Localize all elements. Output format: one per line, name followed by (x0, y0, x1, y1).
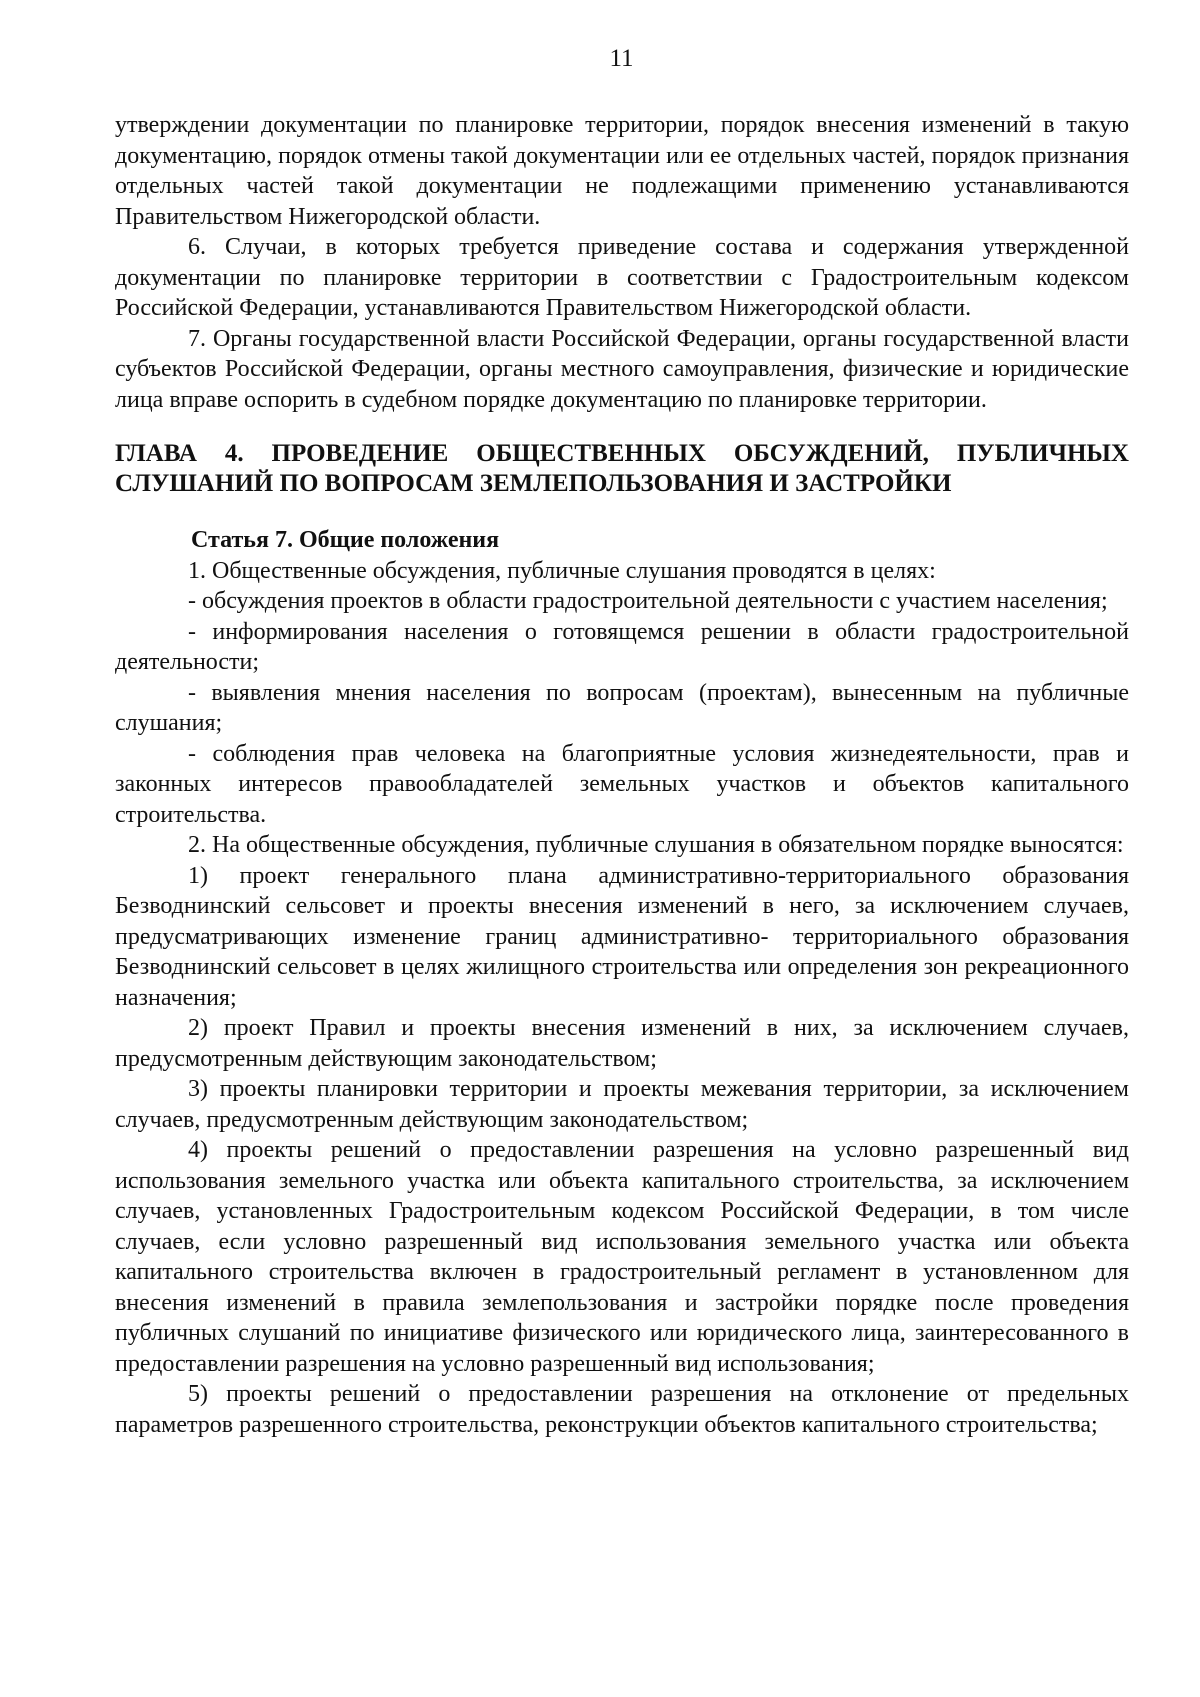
article-heading: Статья 7. Общие положения (191, 527, 500, 553)
article-item-2-subitem: 5) проекты решений о предоставлении разрешения на отклонение от предельных параметров разрешенного строительства, реконструкции объектов капитального строительства; (115, 1381, 1129, 1438)
article-item-2-subitem: 4) проекты решений о предоставлении разрешения на условно разрешенный вид использования земельного участка или объекта капитального строительства, за исключением случаев, установленных Градостроительным кодексом Российской Федерации, в том числе случаев, если условно разрешенный вид использования земельного участка или объекта капитального строительства включен в градостроительный регламент в установленном для внесения изменений в правила землепользования и застройки порядке после проведения публичных слушаний по инициативе физического или юридического лица, заинтересованного в предоставлении разрешения на условно разрешенный вид использования; (115, 1137, 1129, 1377)
chapter-heading: ГЛАВА 4. ПРОВЕДЕНИЕ ОБЩЕСТВЕННЫХ ОБСУЖДЕНИЙ, ПУБЛИЧНЫХ СЛУШАНИЙ ПО ВОПРОСАМ ЗЕМЛЕПОЛЬЗОВАНИЯ И ЗАСТРОЙКИ (115, 440, 1129, 497)
article-item-1-bullet: - выявления мнения населения по вопросам (проектам), вынесенным на публичные слушания; (115, 679, 1129, 736)
article-item-2-subitem: 1) проект генерального плана административно-территориального образования Безводнинский сельсовет и проекты внесения изменений в него, за исключением случаев, предусматривающих изменение границ административно- территориального образования Безводнинский сельсовет в целях жилищного строительства или определения зон рекреационного назначения; (115, 862, 1129, 1011)
paragraph-6: 6. Случаи, в которых требуется приведение состава и содержания утвержденной документации по планировке территории в соответствии с Градостроительным кодексом Российской Федерации, устанавливаются Правительством Нижегородской области. (115, 234, 1129, 321)
article-item-1-bullet: - информирования населения о готовящемся решении в области градостроительной деятельности; (115, 618, 1129, 675)
article-item-2-intro: 2. На общественные обсуждения, публичные слушания в обязательном порядке выносятся: (188, 832, 1124, 858)
paragraph-7: 7. Органы государственной власти Российской Федерации, органы государственной власти субъектов Российской Федерации, органы местного самоуправления, физические и юридические лица вправе оспорить в судебном порядке документацию по планировке территории. (115, 325, 1129, 413)
article-item-2-subitem: 2) проект Правил и проекты внесения изменений в них, за исключением случаев, предусмотренным действующим законодательством; (115, 1015, 1129, 1072)
page-content (115, 110, 1129, 1440)
article-item-2-subitem: 3) проекты планировки территории и проекты межевания территории, за исключением случаев, предусмотренным действующим законодательством; (115, 1076, 1129, 1133)
page-number: 11 (609, 45, 634, 72)
paragraph-intro-continuation: утверждении документации по планировке территории, порядок внесения изменений в такую документацию, порядок отмены такой документации или ее отдельных частей, порядок признания отдельных частей такой документации не подлежащими применению устанавливаются Правительством Нижегородской области. (115, 112, 1129, 230)
article-item-1-intro: 1. Общественные обсуждения, публичные слушания проводятся в целях: (188, 557, 936, 584)
article-item-1-bullet: - соблюдения прав человека на благоприятные условия жизнедеятельности, прав и законных интересов правообладателей земельных участков и объектов капитального строительства. (115, 740, 1129, 828)
article-item-1-bullet: - обсуждения проектов в области градостроительной деятельности с участием населения; (188, 588, 1108, 614)
